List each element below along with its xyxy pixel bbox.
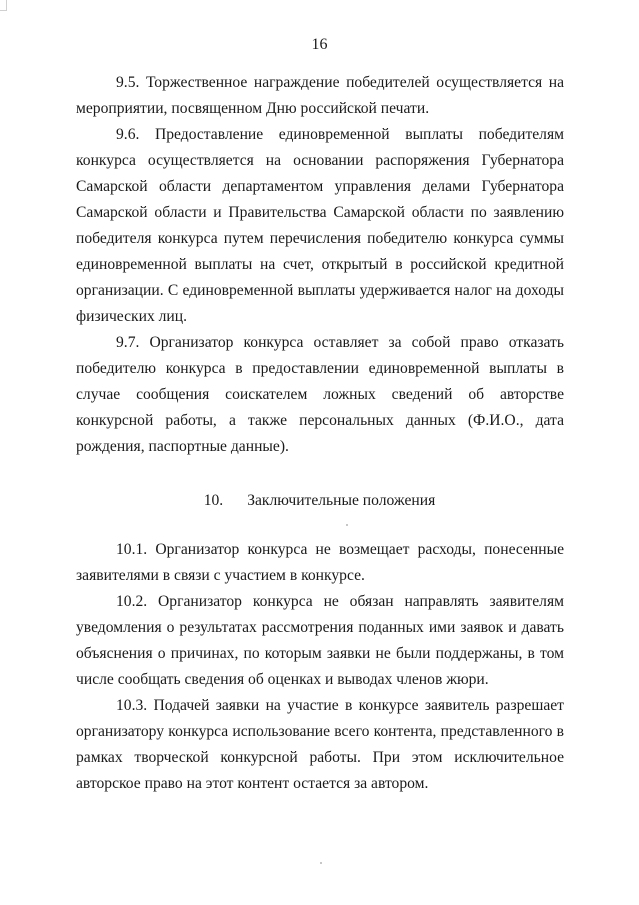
scan-artifact: [0, 0, 7, 11]
section-10-heading: [0, 488, 639, 514]
page-number: 16: [311, 36, 328, 53]
paragraph-9-5: 9.5. Торжественное награждение победителей осуществляется на мероприятии, посвященном Дню российской печати.: [76, 74, 564, 117]
section-10-title: Заключительные положения: [247, 492, 436, 509]
paragraph-10-2: 10.2. Организатор конкурса не обязан направлять заявителям уведомления о результатах рассмотрения поданных ими заявок и давать объяснения о причинах, по которым заявки не были поддержаны, в том числе сообщать сведения об оценках и выводах членов жюри.: [76, 593, 564, 688]
scan-speck: [346, 524, 348, 526]
scan-speck: [320, 862, 322, 864]
paragraph-9-7: 9.7. Организатор конкурса оставляет за собой право отказать победителю конкурса в предоставлении единовременной выплаты в случае сообщения соискателем ложных сведений об авторстве конкурсной работы, а также персональных данных (Ф.И.О., дата рождения, паспортные данные).: [76, 334, 564, 455]
paragraph-10-1: 10.1. Организатор конкурса не возмещает расходы, понесенные заявителями в связи с участием в конкурсе.: [76, 541, 564, 584]
paragraph-10-3: 10.3. Подачей заявки на участие в конкурсе заявитель разрешает организатору конкурса использование всего контента, представленного в рамках творческой конкурсной работы. При этом исключительное авторское право на этот контент остается за автором.: [76, 697, 564, 792]
section-9-body: [76, 70, 564, 460]
paragraph-9-6: 9.6. Предоставление единовременной выплаты победителям конкурса осуществляется на основании распоряжения Губернатора Самарской области департаментом управления делами Губернатора Самарской области и Правительства Самарской области по заявлению победителя конкурса путем перечисления победителю конкурса суммы единовременной выплаты на счет, открытый в российской кредитной организации. С единовременной выплаты удерживается налог на доходы физических лиц.: [76, 126, 564, 325]
section-10-number: 10.: [203, 492, 224, 509]
section-10-body: [76, 537, 564, 797]
